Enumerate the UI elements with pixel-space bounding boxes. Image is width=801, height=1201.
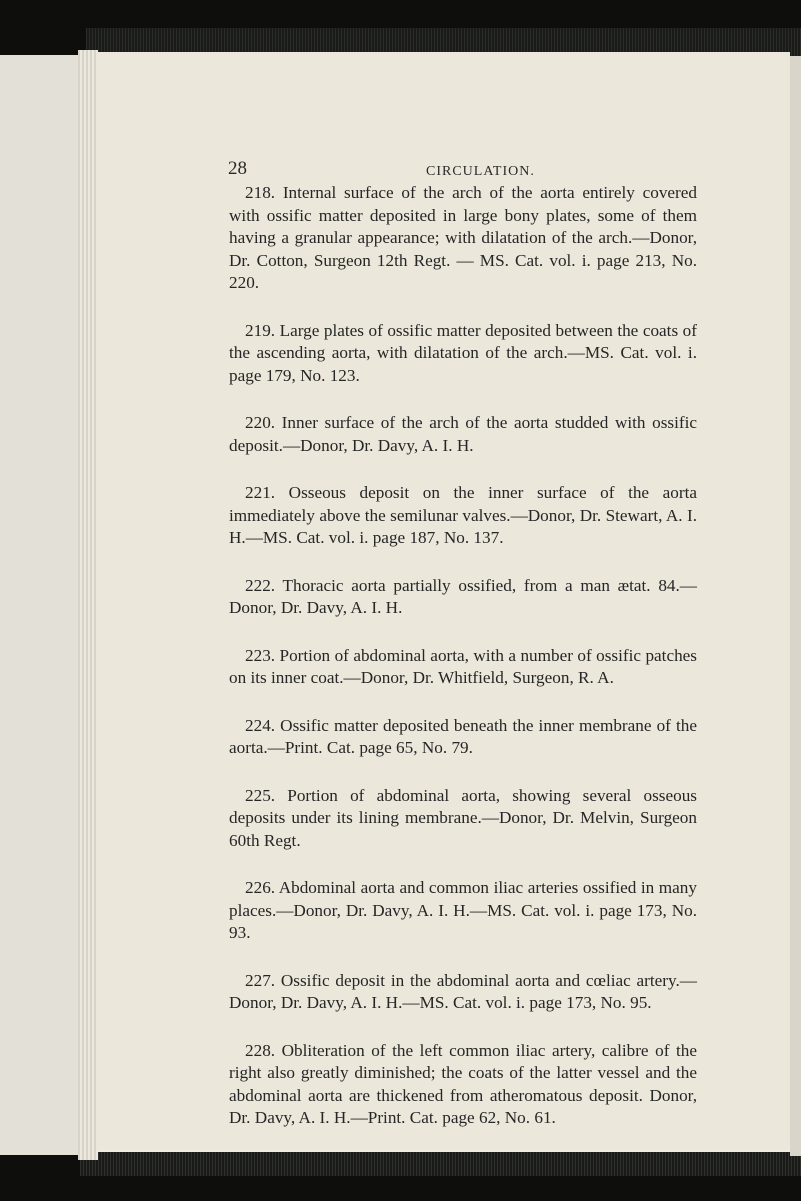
- entry-221: 221. Osseous deposit on the inner surface of the aorta immediately above the semilunar valves.—Donor, Dr. Stewart, A. I. H.—MS. Cat. vol. i. page 187, No. 137.: [229, 483, 697, 547]
- entry-222: 222. Thoracic aorta partially ossified, from a man ætat. 84.—Donor, Dr. Davy, A. I. H.: [229, 575, 697, 617]
- entry-223: 223. Portion of abdominal aorta, with a number of ossific patches on its inner coat.—Donor, Dr. Whitfield, Surgeon, R. A.: [229, 645, 697, 687]
- catalogue-entries: [229, 182, 697, 1130]
- entry-219: 219. Large plates of ossific matter deposited between the coats of the ascending aorta, with dilatation of the arch.—MS. Cat. vol. i. page 179, No. 123.: [229, 320, 697, 385]
- running-head: CIRCULATION.: [426, 164, 535, 179]
- page-header: [228, 158, 728, 184]
- book-cover-bottom-edge: [80, 1152, 801, 1176]
- entry-226: 226. Abdominal aorta and common iliac arteries ossified in many places.—Donor, Dr. Davy, A. I. H.—MS. Cat. vol. i. page 173, No. 93.: [229, 878, 697, 942]
- entry-218: 218. Internal surface of the arch of the aorta entirely covered with ossific matter deposited in large bony plates, some of them having a granular appearance; with dilatation of the arch.—Donor, Dr. Cotton, Surgeon 12th Regt. — MS. Cat. vol. i. page 213, No. 220.: [229, 183, 697, 292]
- entry-228: 228. Obliteration of the left common iliac artery, calibre of the right also greatly diminished; the coats of the latter vessel and the abdominal aorta are thickened from atheromatous deposit. Donor, Dr. Davy, A. I. H.—Print. Cat. page 62, No. 61.: [229, 1040, 697, 1127]
- page-stack-edges: [78, 50, 98, 1160]
- entry-225: 225. Portion of abdominal aorta, showing several osseous deposits under its lining membrane.—Donor, Dr. Melvin, Surgeon 60th Regt.: [229, 785, 697, 850]
- page-number: 28: [228, 158, 247, 179]
- entry-220: 220. Inner surface of the arch of the aorta studded with ossific deposit.—Donor, Dr. Davy, A. I. H.: [229, 413, 697, 455]
- entry-224: 224. Ossific matter deposited beneath the inner membrane of the aorta.—Print. Cat. page 65, No. 79.: [229, 715, 697, 757]
- background-left: [0, 0, 80, 1201]
- entry-227: 227. Ossific deposit in the abdominal aorta and cœliac artery.—Donor, Dr. Davy, A. I. H.—MS. Cat. vol. i. page 173, No. 95.: [229, 970, 697, 1012]
- page-right-edge: [790, 56, 801, 1156]
